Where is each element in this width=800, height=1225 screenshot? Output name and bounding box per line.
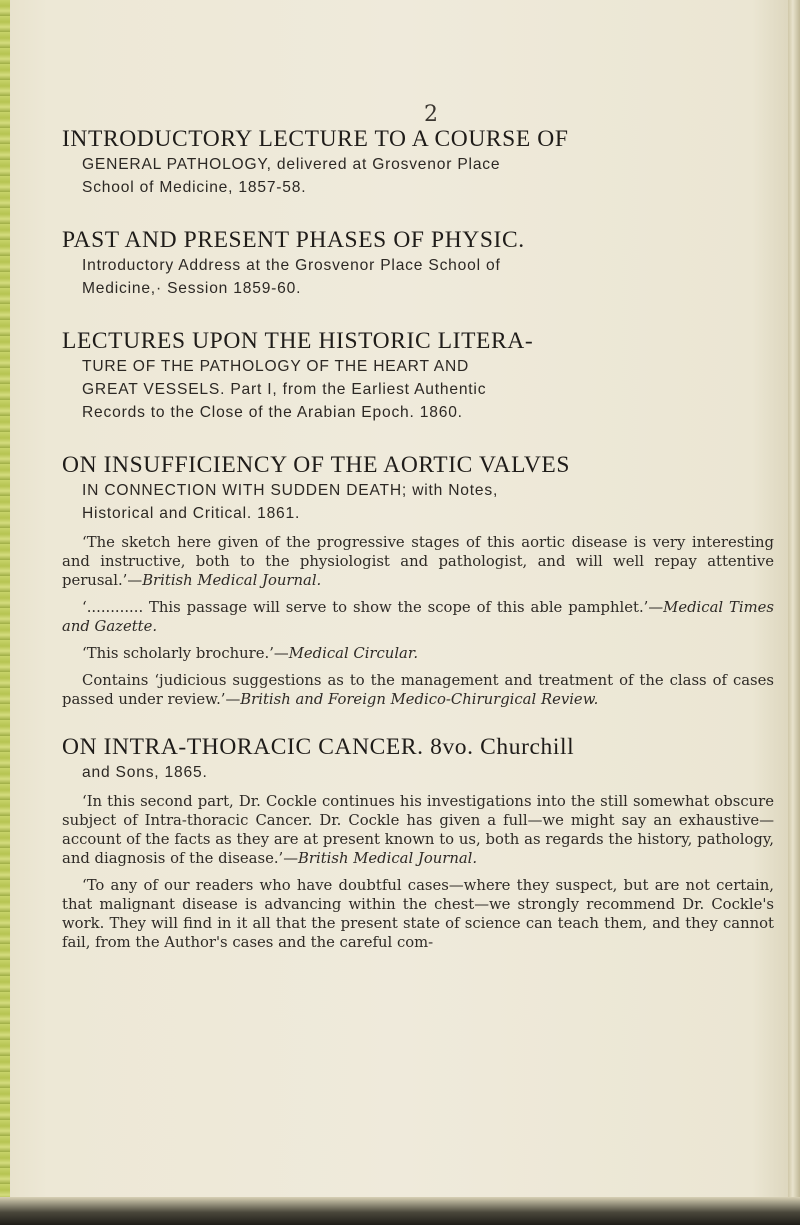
entry-subtitle-line: School of Medicine, 1857-58. (82, 179, 307, 196)
entry-subtitle-line: Historical and Critical. 1861. (82, 505, 301, 522)
entry-title: PAST AND PRESENT PHASES OF PHYSIC. (62, 227, 525, 253)
review-quote (62, 533, 774, 590)
page-content (62, 100, 774, 952)
entry-title: LECTURES UPON THE HISTORIC LITERA- (62, 328, 534, 354)
review-source: Medical Circular. (288, 645, 419, 662)
review-quote (62, 644, 774, 663)
review-text: Contains ‘judicious suggestions as to the management and treatment of the class of cases passed under review.’— (62, 672, 774, 708)
entry-title-suffix: 8vo. Churchill (430, 734, 575, 760)
entry-introductory-lecture (62, 125, 774, 199)
review-quote (62, 876, 774, 952)
entry-title: ON INSUFFICIENCY OF THE AORTIC VALVES (62, 452, 571, 478)
review-source: British Medical Journal. (142, 572, 322, 589)
review-text: ‘This scholarly brochure.’— (82, 645, 289, 662)
entry-title-main: ON INTRA-THORACIC CANCER. (62, 734, 424, 760)
entry-aortic-valves (62, 451, 774, 709)
entry-title: INTRODUCTORY LECTURE TO A COURSE OF (62, 126, 569, 152)
review-source: Medical Times and Gazette. (62, 599, 774, 635)
review-quote (62, 792, 774, 868)
entry-subtitle-line: IN CONNECTION WITH SUDDEN DEATH; with Notes, (82, 482, 499, 499)
review-text: ‘In this second part, Dr. Cockle continues his investigations into the still somewhat obscure subject of Intra-thoracic Cancer. Dr. Cockle has given a full—we might say an exhaustive—account of the facts as they are at present known to us, both as regards the history, pathology, and diagnosis of the disease.’— (62, 793, 774, 867)
review-quote (62, 598, 774, 636)
entry-subtitle-line: and Sons, 1865. (82, 764, 208, 781)
review-source: British Medical Journal. (298, 850, 478, 867)
review-text: ‘To any of our readers who have doubtful cases—where they suspect, but are not certain, that malignant disease is advancing within the chest—we strongly recommend Dr. Cockle's work. They will find in it all that the present state of science can teach them, and they cannot fail, from the Author's cases and the careful com- (62, 877, 774, 951)
entry-subtitle-line: Records to the Close of the Arabian Epoch. 1860. (82, 404, 463, 421)
page-number: 2 (424, 102, 438, 127)
entry-subtitle-line: GENERAL PATHOLOGY, delivered at Grosvenor Place (82, 156, 501, 173)
entry-subtitle-line: TURE OF THE PATHOLOGY OF THE HEART AND (82, 358, 470, 375)
review-text: ‘The sketch here given of the progressive stages of this aortic disease is very interesting and instructive, both to the physiologist and pathologist, and will well repay attentive perusal.’— (62, 534, 774, 589)
entry-subtitle-line: Medicine,· Session 1859-60. (82, 280, 302, 297)
entry-intra-thoracic-cancer (62, 733, 774, 952)
review-text: ‘............ This passage will serve to show the scope of this able pamphlet.’— (82, 599, 664, 616)
entry-past-present-phases (62, 226, 774, 300)
page-right-edge (788, 0, 800, 1225)
entry-subtitle-line: Introductory Address at the Grosvenor Place School of (82, 257, 501, 274)
entry-title (62, 733, 774, 761)
entry-historic-literature (62, 327, 774, 424)
review-source: British and Foreign Medico-Chirurgical Review. (240, 691, 599, 708)
entry-subtitle-line: GREAT VESSELS. Part I, from the Earliest Authentic (82, 381, 487, 398)
page-bottom-edge (0, 1197, 800, 1225)
review-quote (62, 671, 774, 709)
page-binding-edge (0, 0, 10, 1225)
